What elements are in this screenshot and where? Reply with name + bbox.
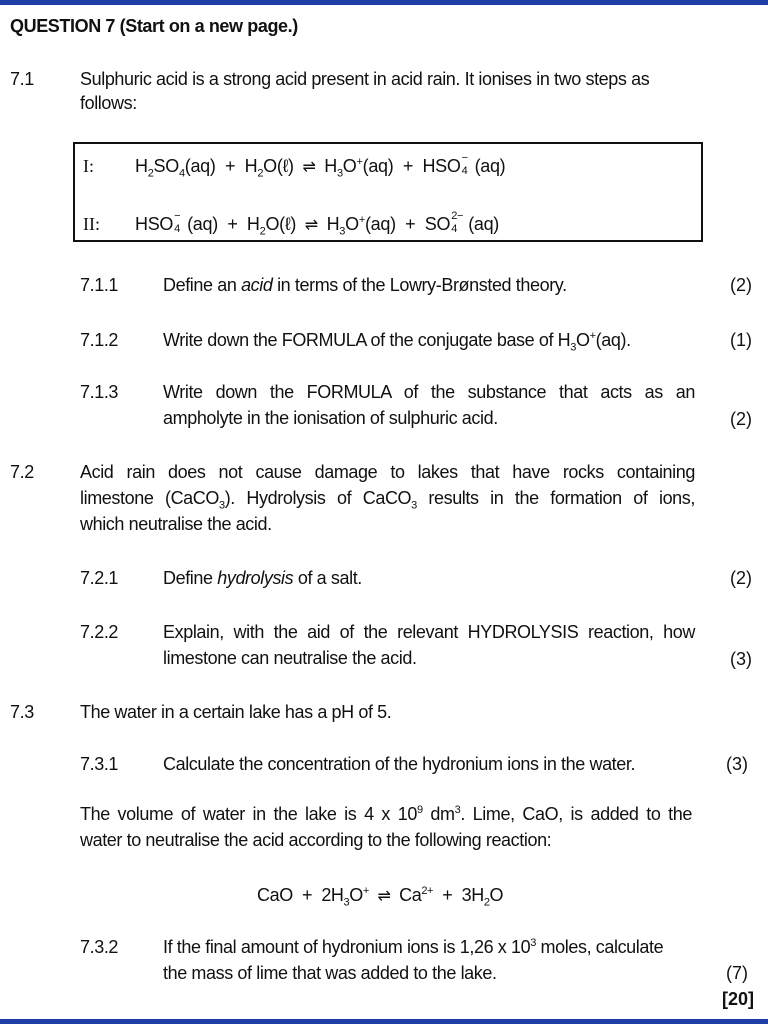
question-7-1-3-text-line2: ampholyte in the ionisation of sulphuric acid.	[163, 408, 498, 428]
question-7-1-text-line2: follows:	[80, 93, 137, 113]
question-number-7-2-2: 7.2.2	[80, 622, 119, 642]
equilibrium-arrow-icon: ⇌	[304, 217, 318, 234]
lime-reaction-equation: CaO + $2H_3O^+$ ⇌ $Ca^{2+} + 3H_2O$	[257, 885, 504, 909]
question-number-7-2-1: 7.2.1	[80, 568, 119, 588]
question-total: [20]	[721, 989, 754, 1009]
question-7-1-1-text: Define an acid in terms of the Lowry-Brønsted theory.	[163, 275, 567, 295]
question-number-7-3-1: 7.3.1	[80, 754, 119, 774]
marks-7-2-1: (2)	[730, 568, 752, 588]
question-title: QUESTION 7 (Start on a new page.)	[10, 16, 298, 36]
marks-7-2-2: (3)	[730, 649, 752, 669]
marks-7-1-2: (1)	[730, 330, 752, 350]
marks-7-1-3: (2)	[730, 409, 752, 429]
question-7-1-3-text-line1: Write down the FORMULA of the substance that acts as an	[163, 382, 695, 402]
question-number-7-1-2: 7.1.2	[80, 330, 119, 350]
question-number-7-1-1: 7.1.1	[80, 275, 119, 295]
question-7-2-text-line1: Acid rain does not cause damage to lakes that have rocks containing	[80, 462, 695, 482]
question-7-2-1-text: Define hydrolysis of a salt.	[163, 568, 362, 588]
equation-label-1: I:	[83, 156, 94, 176]
bottom-accent-bar	[0, 1019, 768, 1024]
equilibrium-arrow-icon: ⇌	[377, 888, 391, 905]
lake-volume-text-line2: water to neutralise the acid according to the following reaction:	[80, 830, 552, 850]
question-7-2-2-text-line2: limestone can neutralise the acid.	[163, 648, 417, 668]
question-7-3-2-text-line1: If the final amount of hydronium ions is 1,26 x $10^3$ moles, calculate	[163, 937, 664, 957]
marks-7-1-1: (2)	[730, 275, 752, 295]
top-accent-bar	[0, 0, 768, 5]
equilibrium-arrow-icon: ⇌	[302, 159, 316, 176]
equation-label-2: II:	[83, 214, 100, 234]
equation-2: HSO − 4 $(aq) + H_2O(\ell)$ ⇌ $H_3O^+(aq)$ + SO 2− 4 (aq)	[135, 210, 499, 238]
question-7-1-2-text: Write down the FORMULA of the conjugate base of $H_3O^+(aq)$.	[163, 330, 631, 354]
question-7-3-2-text-line2: the mass of lime that was added to the lake.	[163, 963, 497, 983]
question-number-7-2: 7.2	[10, 462, 34, 482]
lake-volume-text-line1: The volume of water in the lake is 4 x $10^9$ $dm^3$. Lime, CaO, is added to the	[80, 804, 693, 824]
marks-7-3-1: (3)	[726, 754, 748, 774]
question-number-7-3: 7.3	[10, 702, 34, 722]
question-number-7-1-3: 7.1.3	[80, 382, 119, 402]
question-7-3-1-text: Calculate the concentration of the hydronium ions in the water.	[163, 754, 636, 774]
question-7-2-text-line3: which neutralise the acid.	[80, 514, 272, 534]
marks-7-3-2: (7)	[726, 963, 748, 983]
question-7-2-2-text-line1: Explain, with the aid of the relevant HYDROLYSIS reaction, how	[163, 622, 695, 642]
question-number-7-3-2: 7.3.2	[80, 937, 119, 957]
equation-box	[73, 142, 703, 242]
question-7-3-text: The water in a certain lake has a pH of 5.	[80, 702, 392, 722]
question-number-7-1: 7.1	[10, 69, 34, 89]
question-7-1-text-line1: Sulphuric acid is a strong acid present in acid rain. It ionises in two steps as	[80, 69, 650, 89]
question-7-2-text-line2: limestone (CaCO$_3$). Hydrolysis of CaCO$_3$ results in the formation of ions,	[80, 488, 695, 512]
equation-1: $H_2SO_4(aq)$ + $H_2O(\ell)$ ⇌ $H_3O^+(aq)$ + HSO − 4 (aq)	[135, 152, 506, 180]
